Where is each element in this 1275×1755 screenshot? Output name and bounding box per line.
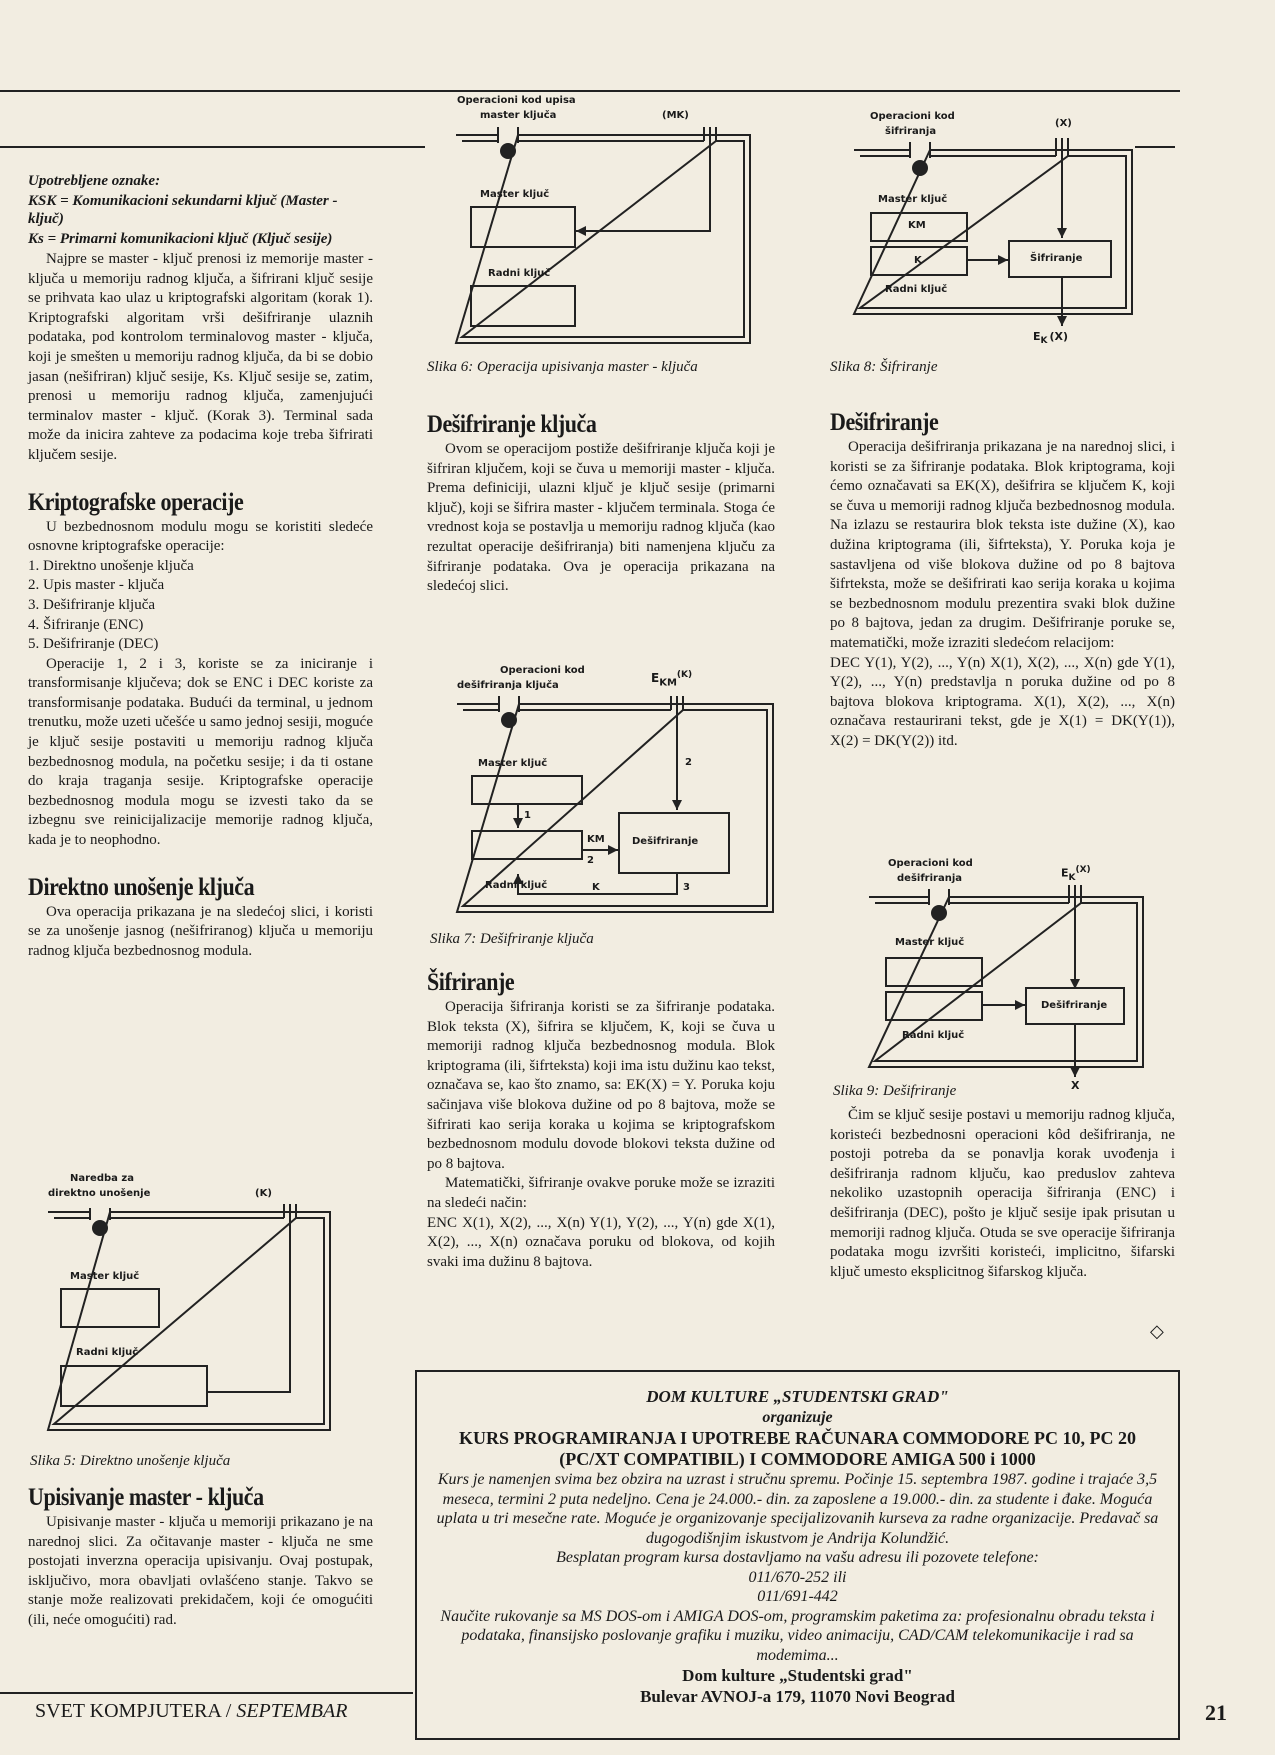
ad-organizer: DOM KULTURE „STUDENTSKI GRAD" [646,1387,949,1406]
column-3-bottom [830,1106,1175,1282]
fig6-radni-box [470,285,576,327]
krip-intro: U bezbednosnom modulu mogu se koristiti sledeće osnovne kriptografske operacije: [28,518,373,555]
fig9-radni-label: Radni ključ [902,1030,965,1041]
dir-body: Ova operacija prikazana je na sledećoj slici, i koristi se za unošenje jasnog (nešifriranog) ključa u memoriju radnog ključa bezbednosnog modula. [28,903,373,959]
figure-9 [865,855,1165,1090]
sif-body3: ENC X(1), X(2), ..., X(n) Y(1), Y(2), ..., Y(n) gde X(1), X(2), ..., X(n) označava poruku od blokova, od kojih svaki ima dužinu 8 bajtova. [427,1214,775,1270]
heading-kriptografske: Kriptografske operacije [28,488,244,516]
fig7-km: KM [587,834,605,845]
fig6-mk: (MK) [662,110,689,121]
ad-address: Bulevar AVNOJ-a 179, 11070 Novi Beograd [640,1687,955,1706]
fig5-top1: Naredba za [70,1173,134,1184]
fig7-desif-label: Dešifriranje [632,836,699,847]
caption-fig5: Slika 5: Direktno unošenje ključa [30,1453,231,1469]
caption-fig7: Slika 7: Dešifriranje ključa [430,931,594,947]
footer-rule [0,1692,413,1694]
caption-fig6: Slika 6: Operacija upisivanja master - ključa [427,359,698,375]
upis-body: Upisivanje master - ključa u memoriji prikazano je na narednoj slici. Za očitavanje master - ključa ne sme postojati inverzna operacija upisivanju. Ovaj postupak, isključivo, mora obavljati ovlašćeno stanje. Takvo se stanje može realizovati prekidačem, koji će omogućiti (ili, neće omogućiti) rad. [28,1514,373,1628]
fig7-n2: 2 [587,855,594,866]
footer-mag: SVET KOMPJUTERA [35,1700,221,1722]
fig6-master-box [470,206,576,248]
fig6-top1: Operacioni kod upisa [457,95,576,106]
fig7-n1: 1 [524,810,531,821]
fig8-out: $E_K$ (X) [1033,330,1069,347]
operations-list [28,557,373,655]
fig9-desif-box [1025,987,1125,1025]
ad-phone-2: 011/691-442 [757,1588,838,1605]
footer-sep: / [220,1700,237,1722]
legend-ks: Ks = Primarni komunikacioni ključ (Ključ sesije) [28,231,333,247]
heading-desif-kljuca: Dešifriranje ključa [427,411,597,438]
fig8-k-box [870,246,968,276]
fig8-k: K [914,255,922,266]
fig7-k: K [592,882,600,893]
ad-box [415,1370,1180,1740]
desk-body: Ovom se operacijom postiže dešifriranje ključa koji je šifriran ključem, koji se čuva u memoriji master - ključa. Prema definiciji, ulazni ključ je ključ sesije (primarni ključ), koji se šifrira master - ključem terminala. Stoga će vrednost koja se postavlja u memoriju radnog ključa (kao rezultat operacije dešifriranja) biti namenjena ključu za šifriranje podataka. Ova je operacija prikazana na sledećoj slici. [427,441,775,595]
fig5-master-label: Master ključ [70,1271,140,1282]
ad-dom: Dom kulture „Studentski grad" [682,1666,913,1685]
fig7-top1: Operacioni kod [500,665,585,676]
fig5-k: (K) [255,1188,272,1199]
fig5-top2: direktno unošenje [48,1188,151,1199]
footer-magazine [35,1700,347,1723]
caption-fig9: Slika 9: Dešifriranje [833,1083,957,1099]
fig6-radni-label: Radni ključ [488,268,551,279]
column-2-bottom [427,968,775,1272]
ad-course-title: KURS PROGRAMIRANJA I UPOTREBE RAČUNARA COMMODORE PC 10, PC 20 (PC/XT COMPATIBIL) I COMMODORE AMIGA 500 i 1000 [459,1428,1136,1469]
ad-learn: Naučite rukovanje sa MS DOS-om i AMIGA DOS-om, programskim paketima za: profesionalnu obradu teksta i podataka, finansijsko poslovanje grafiku i muziku, video animaciju, CAD/CAM telekomunikacije i rad sa modemima... [440,1607,1155,1664]
fig6-top2: master ključa [480,110,557,121]
fig8-sif-box [1008,240,1112,278]
figure-5 [40,1170,340,1460]
col1-intro: Najpre se master - ključ prenosi iz memorije master - ključa u memoriju radnog ključa, a šifrirani ključ sesije se prihvata kao ulaz u kriptografski algoritam (korak 1). Kriptografski algoritam vrši dešifriranje ulaznih podataka, pod kontrolom terminalovog master - ključa, koji je smešten u memoriju radnog ključa, da bi se dobio jasan (nešifriran) ključ sesije, Ks. Ključ sesije se, zatim, prenosi u memoriju radnog ključa, zamenjujući terminalov master - ključ. (Korak 3). Terminal sada može da inicira zahteve za podacima koje treba šifrirati ključem sesije. [28,251,373,463]
legend-title: Upotrebljene oznake: [28,173,161,189]
fig8-km: KM [908,220,926,231]
fig5-radni-label: Radni ključ [76,1347,139,1358]
des-body2: DEC Y(1), Y(2), ..., Y(n) X(1), X(2), ..., X(n) gde Y(1), Y(2), ..., Y(n) predstavlja n poruka dužine od po 8 bajtova blokova kriptograma. X(1), X(2), ..., X(n) označava restaurirani tekst, gde je X(1) = DK(Y(1)), X(2) = DK(Y(2)) itd. [830,654,1175,749]
fig7-top2: dešifriranja ključa [457,680,559,691]
heading-upisivanje: Upisivanje master - ključa [28,1484,264,1511]
fig6-master-label: Master ključ [480,189,550,200]
footer-month: SEPTEMBAR [236,1700,348,1722]
fig7-radni-label: Radni ključ [485,880,548,891]
top-rule-2 [0,146,425,148]
heading-direktno: Direktno unošenje ključa [28,873,255,901]
page-number: 21 [1205,1700,1227,1725]
fig9-work-box [885,991,983,1021]
fig9-ek: $E_K^{(X)}$ [1061,865,1091,883]
fig8-master-label: Master ključ [878,194,948,205]
fig5-master-box [60,1288,160,1328]
sif-body2: Matematički, šifriranje ovakve poruke može se izraziti na sledeći način: [427,1175,775,1211]
list-item: 1. Direktno unošenje ključa [28,557,194,574]
heading-desifriranje: Dešifriranje [830,409,939,436]
fig9-top2: dešifriranja [897,873,963,884]
ad-program: Besplatan program kursa dostavljamo na vašu adresu ili pozovete telefone: [556,1549,1039,1566]
list-item: 2. Upis master - ključa [28,577,165,594]
fig9-out: X [1071,1079,1080,1092]
fig8-sif-label: Šifriranje [1030,253,1083,264]
fig9-top1: Operacioni kod [888,858,973,869]
column-3 [830,408,1175,752]
fig9-master-label: Master ključ [895,937,965,948]
column-1-bottom [28,1483,373,1631]
fig8-km-box [870,212,968,242]
fig7-desif-box [618,812,730,874]
column-2 [427,410,775,597]
fig7-master-box [471,775,583,805]
list-item: 3. Dešifriranje ključa [28,596,156,613]
fig7-n3: 3 [683,882,690,893]
list-item: 4. Šifriranje (ENC) [28,616,144,633]
end-mark-icon: ◇ [1150,1321,1164,1341]
heading-sifriranje: Šifriranje [427,969,515,996]
krip-body: Operacije 1, 2 i 3, koriste se za iniciranje i transformisanje ključeva; dok se ENC i DEC koriste za transformisanje podataka. Budući da terminal, u jednom trenutku, može uzeti učešće u samo jednoj sesiji, moguće je ključ sesije postaviti u memoriju radnog ključa bezbednosnog modula, na početku sesije; i da ti ostane do kraja traganja sesije. Kriptografske operacije bezbednosnog modula mogu se izvesti tako da se izbegnu sve reinicijalizacije memorije radnog ključa, kada je to neophodno. [28,655,373,849]
top-rule [0,90,1180,92]
caption-fig8: Slika 8: Šifriranje [830,359,938,375]
fig8-top2: šifriranja [885,126,937,137]
column-1 [28,172,373,961]
fig9-master-box [885,957,983,987]
fig7-master-label: Master ključ [478,758,548,769]
figure-8 [850,108,1150,348]
sif-body: Operacija šifriranja koristi se za šifriranje podataka. Blok teksta (X), šifrira se ključem, K, koji se čuva u memoriji radnog ključa bezbednosnog modula. Blok kriptograma (ili, šifrteksta) koji ima istu dužinu kao tekst, označava se, kao što znamo, sa: EK(X) = Y. Poruka koju sačinjava više blokova dužine od po 8 bajtova, može se šifrirati kao serija koraka u kojima se kriptografskom bezbednosnom modulu dovode blokovi teksta dužine od po 8 bajtova. [427,999,775,1172]
figure-7 [455,662,785,917]
fig8-radni-label: Radni ključ [885,284,948,295]
fig7-n2b: 2 [685,757,692,768]
fig7-work-box [471,830,583,860]
ad-phone-1: 011/670-252 ili [748,1568,847,1586]
fig5-radni-box [60,1365,208,1407]
ad-organizuje: organizuje [762,1409,833,1426]
end-body: Čim se ključ sesije postavi u memoriju radnog ključa, koristeći bezbednosni operacioni kôd dešifriranja, ne postoji potreba da se ponavlja korak uvođenja i dešifriranja radnom ključu, kao preduslov zahteva nekoliko uzastopnih operacija šifriranja (ENC) i dešifriranja (DEC), pošto je ključ sesije ipak prisutan u memoriji radnog ključa. Otuda se sve operacije šifriranja podataka mogu izvršiti koristeći, implicitno, šifarski ključ umesto eksplicitnog šifarskog ključa. [830,1107,1175,1280]
fig9-desif-label: Dešifriranje [1041,1000,1108,1011]
legend-ksk: KSK = Komunikacioni sekundarni ključ (Master - ključ) [28,193,338,227]
fig7-ekm: $E_{KM}^{(K)}$ [651,670,693,689]
figure-6 [440,93,760,353]
ad-course-desc: Kurs je namenjen svima bez obzira na uzrast i stručnu spremu. Počinje 15. septembra 1987. godine i trajaće 3,5 meseca, termini 2 puta nedeljno. Cena je 24.000.- din. za zaposlene a 19.000.- din. za studente i đake. Moguća uplata u tri mesečne rate. Moguće je organizovanje specijalizovanih kurseva za radne organizacije. Predavač sa dugogodišnjim iskustvom je Andrija Kolundžić. [436,1471,1159,1547]
des-body: Operacija dešifriranja prikazana je na narednoj slici, i koristi se za šifriranje podataka. Blok kriptograma, koji ćemo označavati sa EK(X), dešifrira se ključem K, koji se čuva u memoriji radnog ključa bezbednosnog modula. Na izlazu se restaurira blok teksta iste dužine (X), kao dužina kriptograma (ili, šifrteksta), Y. Poruka koja je sastavljena od više blokova dužine od po 8 bajtova šifrteksta, može se dešifrirati kao serija koraka u kojima se bezbednosnom modulu prezentira svaki blok dužine po 8 bajtova, jedan za drugim. Dešifriranje poruke se, matematički, može izraziti sledećom relacijom: [830,439,1175,651]
fig8-x: (X) [1055,118,1072,129]
list-item: 5. Dešifriranje (DEC) [28,636,159,653]
fig8-top1: Operacioni kod [870,111,955,122]
